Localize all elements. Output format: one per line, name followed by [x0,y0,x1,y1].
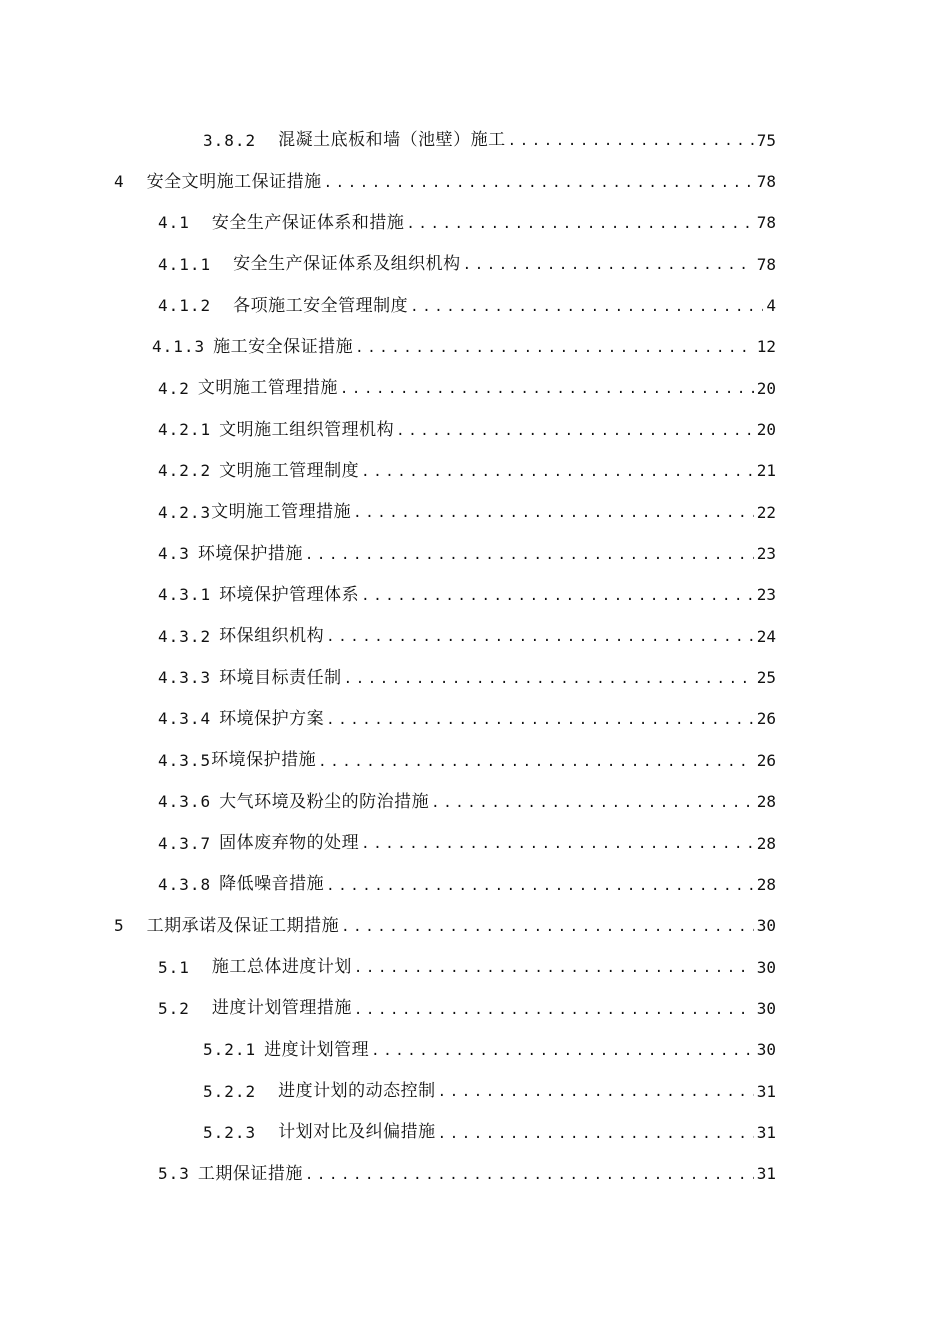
toc-entry-page: 78 [756,254,776,274]
dot-leader [355,341,754,368]
toc-entry-number: 4.1.1 [158,254,212,274]
toc-entry-page: 22 [756,502,776,522]
toc-entry-title: 施工安全保证措施 [213,336,354,357]
toc-entry-page: 4 [766,296,776,316]
toc-entry-number: 4.3.3 [158,668,212,688]
toc-entry-5-3[interactable] [0,1154,950,1195]
toc-entry-page: 31 [756,1122,776,1142]
toc-entry-title: 环境保护管理体系 [219,584,360,605]
toc-entry-title: 文明施工组织管理机构 [219,419,395,440]
toc-entry-title: 环境保护措施 [197,543,303,564]
toc-entry-title: 安全生产保证体系及组织机构 [233,254,461,275]
toc-entry-page: 28 [756,833,776,853]
table-of-contents [0,120,950,1195]
dot-leader [354,961,754,988]
toc-entry-page: 75 [756,130,776,150]
toc-entry-number: 4.2.2 [158,461,212,481]
toc-entry-number: 4.3.7 [158,833,212,853]
toc-entry-title: 混凝土底板和墙（池壁）施工 [278,130,506,151]
dot-leader [326,630,754,657]
toc-entry-number: 5.3 [158,1164,190,1184]
dot-leader [353,506,754,533]
toc-entry-number: 5.2.2 [203,1081,257,1101]
toc-entry-number: 4.3.1 [158,585,212,605]
dot-leader [406,217,753,244]
toc-entry-page: 78 [756,213,776,233]
dot-leader [410,300,763,327]
toc-entry-4-3-2[interactable] [0,616,950,657]
toc-entry-title: 固体废弃物的处理 [219,833,360,854]
toc-entry-4-3-1[interactable] [0,575,950,616]
toc-entry-page: 31 [756,1164,776,1184]
toc-entry-title: 进度计划管理措施 [211,998,352,1019]
toc-entry-title: 各项施工安全管理制度 [233,295,409,316]
toc-entry-page: 26 [756,750,776,770]
toc-entry-title: 安全文明施工保证措施 [146,171,322,192]
toc-entry-4-2[interactable] [0,368,950,409]
dot-leader [431,796,754,823]
toc-entry-number: 3.8.2 [203,130,257,150]
toc-entry-number: 5.2.1 [203,1040,257,1060]
dot-leader [326,713,754,740]
toc-entry-5-2-2[interactable] [0,1071,950,1112]
toc-entry-title: 施工总体进度计划 [211,957,352,978]
toc-entry-title: 文明施工管理措施 [211,502,352,523]
dot-leader [344,672,754,699]
toc-entry-page: 23 [756,544,776,564]
toc-entry-4[interactable] [0,161,950,202]
dot-leader [340,382,754,409]
toc-entry-4-1[interactable] [0,203,950,244]
toc-entry-4-3-7[interactable] [0,823,950,864]
dot-leader [354,1003,754,1030]
toc-entry-title: 进度计划管理 [264,1039,370,1060]
toc-entry-3-8-2[interactable] [0,120,950,161]
toc-entry-4-2-2[interactable] [0,451,950,492]
dot-leader [508,134,754,161]
dot-leader [361,465,754,492]
toc-entry-page: 21 [756,461,776,481]
toc-entry-5-2-3[interactable] [0,1112,950,1153]
toc-entry-number: 5.1 [158,957,190,977]
toc-entry-number: 4.2.1 [158,420,212,440]
toc-entry-4-1-3[interactable] [0,327,950,368]
toc-entry-number: 4.1 [158,213,190,233]
toc-entry-4-3-5[interactable] [0,740,950,781]
dot-leader [318,755,754,782]
toc-entry-title: 安全生产保证体系和措施 [211,212,405,233]
dot-leader [361,589,754,616]
dot-leader [341,920,754,947]
toc-entry-page: 30 [756,916,776,936]
toc-entry-number: 4.3.8 [158,874,212,894]
toc-entry-number: 4.3.2 [158,626,212,646]
toc-entry-4-3[interactable] [0,533,950,574]
toc-entry-page: 26 [756,709,776,729]
dot-leader [326,879,754,906]
toc-entry-page: 31 [756,1081,776,1101]
toc-entry-page: 30 [756,957,776,977]
toc-entry-number: 5.2.3 [203,1122,257,1142]
dot-leader [324,176,754,203]
toc-entry-title: 计划对比及纠偏措施 [278,1122,436,1143]
toc-entry-number: 4.2.3 [158,502,212,522]
toc-entry-page: 12 [756,337,776,357]
toc-entry-title: 环境保护方案 [219,708,325,729]
toc-entry-title: 工期保证措施 [197,1163,303,1184]
toc-entry-page: 20 [756,378,776,398]
toc-entry-title: 大气环境及粉尘的防治措施 [219,791,430,812]
toc-entry-title: 文明施工管理制度 [219,460,360,481]
dot-leader [438,1127,754,1154]
toc-entry-page: 20 [756,420,776,440]
toc-entry-title: 工期承诺及保证工期措施 [146,915,340,936]
toc-entry-4-3-4[interactable] [0,699,950,740]
toc-entry-5-2[interactable] [0,988,950,1029]
toc-entry-4-3-6[interactable] [0,782,950,823]
dot-leader [371,1044,754,1071]
toc-entry-number: 4.1.2 [158,296,212,316]
dot-leader [305,1168,754,1195]
dot-leader [305,548,754,575]
toc-entry-title: 进度计划的动态控制 [278,1081,436,1102]
toc-entry-4-2-1[interactable] [0,409,950,450]
toc-entry-number: 4.3.5 [158,750,212,770]
toc-entry-page: 24 [756,626,776,646]
toc-entry-4-3-8[interactable] [0,864,950,905]
toc-entry-page: 28 [756,792,776,812]
toc-entry-page: 23 [756,585,776,605]
toc-entry-5-2-1[interactable] [0,1030,950,1071]
toc-entry-number: 4.3.6 [158,792,212,812]
toc-entry-5[interactable] [0,906,950,947]
toc-entry-number: 5.2 [158,998,190,1018]
toc-entry-number: 4 [114,172,125,192]
toc-entry-number: 5 [114,916,125,936]
dot-leader [361,837,754,864]
toc-entry-title: 降低噪音措施 [219,874,325,895]
toc-entry-page: 30 [756,998,776,1018]
toc-entry-page: 78 [756,172,776,192]
toc-entry-page: 28 [756,874,776,894]
toc-entry-title: 环保组织机构 [219,626,325,647]
dot-leader [438,1085,754,1112]
toc-entry-title: 环境保护措施 [211,750,317,771]
toc-entry-4-1-1[interactable] [0,244,950,285]
toc-entry-4-3-3[interactable] [0,657,950,698]
toc-entry-title: 环境目标责任制 [219,667,342,688]
toc-entry-number: 4.1.3 [152,337,206,357]
toc-entry-4-1-2[interactable] [0,285,950,326]
toc-entry-4-2-3[interactable] [0,492,950,533]
toc-entry-number: 4.2 [158,378,190,398]
dot-leader [463,258,754,285]
toc-entry-5-1[interactable] [0,947,950,988]
dot-leader [396,424,754,451]
toc-entry-page: 25 [756,668,776,688]
toc-entry-number: 4.3 [158,544,190,564]
toc-entry-number: 4.3.4 [158,709,212,729]
toc-entry-title: 文明施工管理措施 [197,378,338,399]
toc-entry-page: 30 [756,1040,776,1060]
